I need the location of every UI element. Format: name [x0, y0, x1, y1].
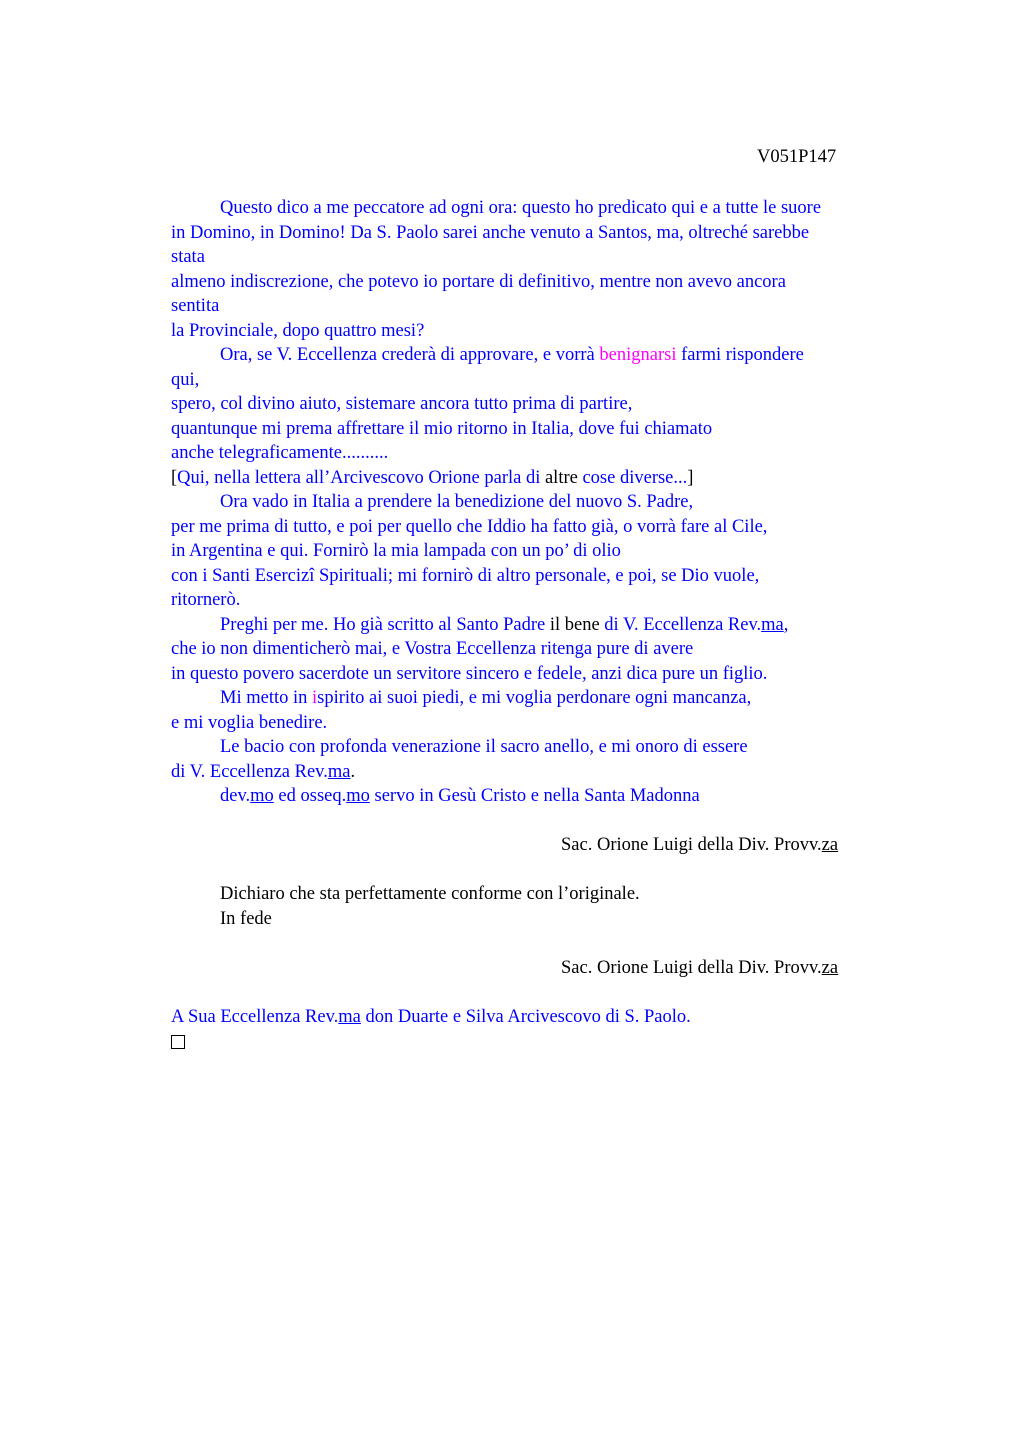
note-text-black: altre — [540, 467, 583, 488]
square-symbol-icon — [171, 1035, 185, 1049]
highlighted-letter: i — [312, 688, 318, 708]
text-segment: don Duarte e Silva Arcivescovo di S. Paolo. — [360, 1006, 691, 1027]
text-segment: con i Santi Esercizi — [171, 565, 315, 586]
highlighted-word: benignarsi — [599, 345, 677, 365]
declaration-line-1: Dichiaro che sta perfettamente conforme con l’originale. — [220, 884, 640, 904]
paragraph-1-line-1: Questo dico a me peccatore ad ogni ora: questo ho predicato qui e a tutte le suore — [220, 198, 822, 218]
abbreviation-superscript: mo — [250, 786, 274, 806]
signature-text: Sac. Orione Luigi della Div. Provv. — [561, 957, 822, 978]
text-segment-black: . — [350, 761, 356, 782]
text-segment: A Sua Eccellenza Rev. — [171, 1006, 339, 1027]
signature-2 — [171, 956, 911, 981]
paragraph-1-line-6: la Provinciale, dopo quattro mesi? — [171, 320, 425, 341]
spacer — [171, 980, 911, 1005]
declaration-line-2: In fede — [220, 908, 272, 929]
bracket-open: [ — [171, 467, 178, 488]
paragraph-4-line-3: in questo povero sacerdote un servitore sincero e fedele, anzi dica pure un figlio. — [171, 663, 768, 684]
closing-line — [171, 784, 911, 809]
paragraph-2-line-1 — [171, 343, 911, 368]
spacer — [171, 931, 911, 956]
page-identifier: V051P147 — [757, 147, 837, 167]
text-segment: Spirituali; mi fornirò di altro personale, e poi, se Dio vuole, — [314, 565, 760, 586]
paragraph-5-line-1 — [171, 686, 911, 711]
abbreviation-superscript: ma — [327, 761, 351, 782]
abbreviation-superscript: za — [821, 957, 839, 978]
paragraph-5-line-2: e mi voglia benedire. — [171, 712, 328, 733]
note-text: cose diverse... — [582, 467, 688, 488]
text-segment: Preghi per me. Ho già scritto al Santo Padre — [220, 614, 546, 635]
paragraph-2-line-4: quantunque mi prema affrettare il mio ritorno in Italia, dove fui chiamato — [171, 418, 713, 439]
abbreviation-superscript: za — [821, 835, 839, 855]
paragraph-4-line-1 — [171, 613, 911, 638]
paragraph-1-line-4: almeno indiscrezione, che potevo io portare di definitivo, mentre non avevo ancora — [171, 271, 786, 292]
text-segment: ed osseq. — [273, 786, 347, 806]
spacer — [171, 809, 911, 834]
text-segment: servo in Gesù Cristo e nella Santa Madonna — [369, 786, 700, 806]
abbreviation-superscript: ma — [761, 614, 784, 635]
address-line — [171, 1005, 911, 1030]
text-segment-black: il bene — [545, 614, 605, 635]
text-segment: di V. Eccellenza Rev. — [604, 614, 762, 635]
end-marker — [171, 1029, 911, 1054]
text-segment: di V. Eccellenza Rev. — [171, 761, 328, 782]
letter-body — [171, 196, 911, 1054]
editorial-note — [171, 466, 911, 491]
note-text: Qui, nella lettera all’Arcivescovo Orione parla di — [177, 467, 541, 488]
paragraph-3-line-4 — [171, 564, 911, 589]
paragraph-6-line-1: Le bacio con profonda venerazione il sacro anello, e mi onoro di essere — [220, 737, 748, 757]
paragraph-2-line-5: anche telegraficamente.......... — [171, 443, 389, 463]
abbreviation-superscript: mo — [346, 786, 370, 806]
bracket-close: ] — [687, 467, 694, 488]
paragraph-1-line-5: sentita — [171, 296, 220, 316]
paragraph-2-line-3: spero, col divino aiuto, sistemare ancora tutto prima di partire, — [171, 394, 633, 414]
paragraph-1-line-3: stata — [171, 247, 205, 267]
paragraph-2-line-2: qui, — [171, 369, 200, 390]
paragraph-3-line-1: Ora vado in Italia a prendere la benedizione del nuovo S. Padre, — [220, 492, 694, 512]
text-segment: Ora, se V. Eccellenza crederà di approvare, e vorrà — [220, 345, 600, 365]
text-segment: Mi metto in — [220, 688, 312, 708]
text-segment: dev. — [220, 786, 251, 806]
paragraph-4-line-2: che io non dimenticherò mai, e Vostra Eccellenza ritenga pure di avere — [171, 639, 694, 659]
abbreviation-superscript: ma — [338, 1006, 361, 1027]
signature-text: Sac. Orione Luigi della Div. Provv. — [561, 835, 822, 855]
spacer — [171, 858, 911, 883]
paragraph-3-line-2: per me prima di tutto, e poi per quello che Iddio ha fatto già, o vorrà fare al Cile, — [171, 516, 768, 537]
paragraph-3-line-3: in Argentina e qui. Fornirò la mia lampada con un po’ di olio — [171, 541, 621, 561]
text-segment: spirito ai suoi piedi, e mi voglia perdonare ogni mancanza, — [317, 688, 752, 708]
text-segment: farmi rispondere — [676, 345, 804, 365]
paragraph-1-line-2: in Domino, in Domino! Da S. Paolo sarei anche venuto a Santos, ma, oltreché sarebbe — [171, 222, 810, 243]
paragraph-3-line-5: ritornerò. — [171, 590, 241, 610]
paragraph-6-line-2 — [171, 760, 911, 785]
text-segment: , — [783, 614, 789, 635]
signature-1 — [171, 833, 911, 858]
